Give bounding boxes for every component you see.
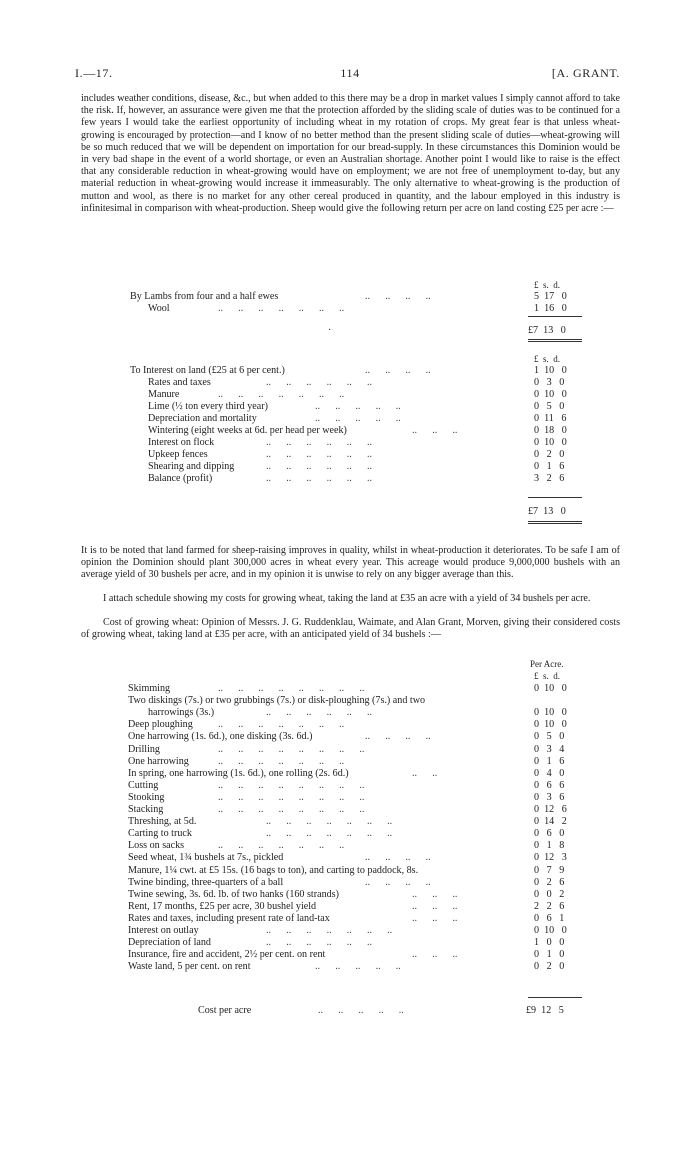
row-label: Interest on flock: [148, 437, 215, 448]
row-label: Rates and taxes, including present rate of land-tax: [128, 912, 330, 924]
total-amount: £7 13 0: [528, 506, 566, 517]
page-reference: I.—17.: [75, 66, 113, 80]
table-row: [0, 461, 700, 473]
total-row: [0, 506, 700, 518]
leader-dots: .. .. ..: [412, 900, 458, 912]
leader-dots: .. .. .. .. .. .. ..: [218, 755, 345, 767]
row-label: Loss on sacks: [128, 840, 185, 852]
row-label: Waste land, 5 per cent. on rent: [128, 961, 251, 973]
total-row: [0, 1005, 700, 1017]
row-label: Two diskings (7s.) or two grubbings (7s.) or disk-ploughing (7s.) and two: [128, 695, 426, 707]
table-row: [0, 840, 700, 852]
row-amount: 0 7 9: [534, 864, 565, 876]
table-row: [0, 389, 700, 401]
table-row: [0, 473, 700, 485]
divider: [528, 497, 582, 498]
leader-dots: .. .. ..: [412, 949, 458, 961]
row-label: Lime (½ ton every third year): [148, 401, 268, 412]
column-header: £ s. d.: [534, 671, 561, 681]
table-row: [0, 852, 700, 864]
leader-dots: .. .. ..: [412, 888, 458, 900]
table-row: [0, 303, 700, 315]
row-amount: 0 3 4: [534, 743, 565, 755]
row-label: Rent, 17 months, £25 per acre, 30 bushel yield: [128, 900, 317, 912]
row-amount: 0 1 6: [534, 755, 565, 767]
author-heading: [A. GRANT.: [551, 66, 620, 80]
table-row: [0, 913, 700, 925]
total-label: Cost per acre: [198, 1005, 252, 1016]
table-row: [0, 377, 700, 389]
divider: [528, 997, 582, 998]
table-row: [0, 744, 700, 756]
leader-dots: .. .. .. .. .. .. .. ..: [218, 683, 365, 694]
table-row: [0, 768, 700, 780]
table-row: [0, 365, 700, 377]
row-amount: 0 2 6: [534, 876, 565, 888]
leader-dots: .. .. .. .. .. ..: [266, 377, 372, 388]
row-amount: 0 2 0: [534, 449, 565, 460]
leader-dots: .. .. .. .. .. ..: [266, 449, 372, 460]
row-amount: 0 1 0: [534, 949, 565, 961]
table-row: [0, 901, 700, 913]
row-label: One harrowing (1s. 6d.), one disking (3s. 6d.): [128, 731, 313, 743]
row-label: Shearing and dipping: [148, 461, 235, 472]
row-label: To Interest on land (£25 at 6 per cent.): [130, 365, 285, 376]
leader-dots: .. .. ..: [412, 425, 458, 436]
row-amount: 0 14 2: [534, 816, 567, 828]
row-label: By Lambs from four and a half ewes: [130, 291, 279, 302]
row-amount: 5 17 0: [534, 291, 567, 302]
table-row: [0, 889, 700, 901]
sheep-vs-wheat-paragraph: It is to be noted that land farmed for sheep-raising improves in quality, whilst in wheat-production it deteriorates. To be safe I am of opinion the Dominion should plant 300,000 acres in wheat every year. This acreage would produce 9,000,000 bushels with an average yield of 30 bushels per acre, and in my opinion it is unwise to rely on any bigger average than this.: [81, 545, 620, 581]
table-row: [0, 792, 700, 804]
row-label: Deep ploughing: [128, 719, 193, 731]
row-label: harrowings (3s.): [148, 707, 215, 719]
row-amount: 0 5 0: [534, 731, 565, 743]
row-label: Manure: [148, 389, 180, 400]
row-amount: 0 18 0: [534, 425, 567, 436]
leader-dots: .. .. .. .. ..: [315, 413, 401, 424]
leader-dots: .. .. .. .. .. .. .. ..: [218, 743, 365, 755]
table-row: [0, 816, 700, 828]
table-row: [0, 437, 700, 449]
row-amount: 0 11 6: [534, 413, 567, 424]
row-amount: 3 2 6: [534, 473, 565, 484]
leader-dots: .. .. .. .. .. .. ..: [218, 389, 345, 400]
divider: [528, 521, 582, 522]
row-amount: 0 6 6: [534, 779, 565, 791]
table-row: [0, 449, 700, 461]
row-amount: 0 2 0: [534, 961, 565, 973]
table-row: [0, 949, 700, 961]
bullet-mark: ·: [328, 325, 332, 336]
row-amount: 0 10 0: [534, 683, 567, 694]
row-label: One harrowing: [128, 755, 189, 767]
row-amount: 0 12 3: [534, 852, 567, 864]
row-label: In spring, one harrowing (1s. 6d.), one rolling (2s. 6d.): [128, 767, 349, 779]
row-amount: 0 3 6: [534, 791, 565, 803]
cost-opinion-paragraph: Cost of growing wheat: Opinion of Messrs. J. G. Ruddenklau, Waimate, and Alan Grant, Morven, giving their considered costs of growing wheat, taking land at £35 per acre, with an anticipated yield of 34 bushels :—: [81, 617, 620, 641]
table-row: [0, 731, 700, 743]
row-amount: 1 16 0: [534, 303, 567, 314]
leader-dots: .. .. .. .. .. ..: [266, 437, 372, 448]
column-header: £ s. d.: [534, 280, 561, 290]
row-label: Cutting: [128, 779, 159, 791]
row-label: Twine sewing, 3s. 6d. lb. of two hanks (160 strands): [128, 888, 339, 900]
table-row: [0, 683, 700, 695]
row-amount: 0 10 0: [534, 437, 567, 448]
row-label: Depreciation of land: [128, 937, 211, 949]
row-label: Threshing, at 5d.: [128, 816, 197, 828]
total-amount: £7 13 0: [528, 325, 566, 336]
row-amount: 0 6 0: [534, 828, 565, 840]
leader-dots: .. .. .. .. .. ..: [266, 937, 372, 949]
row-label: Insurance, fire and accident, 2½ per cent. on rent: [128, 949, 326, 961]
table-row: [0, 961, 700, 973]
leader-dots: .. .. .. ..: [365, 852, 431, 864]
leader-dots: .. .. .. .. .. ..: [266, 473, 372, 484]
leader-dots: .. .. .. ..: [365, 291, 431, 302]
schedule-paragraph: I attach schedule showing my costs for growing wheat, taking the land at £35 an acre with a yield of 34 bushels per acre.: [103, 593, 591, 604]
row-amount: 1 10 0: [534, 365, 567, 376]
divider: [528, 339, 582, 340]
divider: [528, 341, 582, 342]
row-label: Skimming: [128, 683, 171, 694]
row-amount: 0 12 6: [534, 804, 567, 815]
divider: [528, 316, 582, 317]
row-label: Upkeep fences: [148, 449, 208, 460]
table-row: [0, 425, 700, 437]
total-row: [0, 325, 700, 337]
table-row: [0, 291, 700, 303]
table-row: [0, 413, 700, 425]
row-label: Balance (profit): [148, 473, 213, 484]
leader-dots: .. .. ..: [412, 912, 458, 924]
table-row: [0, 865, 700, 877]
row-amount: 0 10 0: [534, 925, 567, 936]
total-amount: £9 12 5: [526, 1005, 564, 1016]
intro-paragraph: includes weather conditions, disease, &c., but when added to this there may be a drop in market values I simply cannot afford to take the risk. If, however, an assurance were given me that the protection afforded by the sliding scale of duties was to be continued for a few years I would take the earliest opportunity of including wheat in my rotation of crops. My great fear is that unless wheat-growing is encouraged by protection—and I know of no better method than the present sliding scale of duties—wheat-growing will be so much reduced that we will be dependent on importation for our bread-supply. In these circumstances this Dominion would be in very bad shape in the event of a world shortage, or even an Australian shortage. Another point I would like to raise is the effect that any considerable reduction in wheat-growing would have on employment; we are not free of unemployment to-day, but any material reduction in wheat-growing would increase it immeasurably. The only alternative to wheat-growing is the production of mutton and wool, as there is no market for any other cereal produced in quantity, and the labour employed in this industry is infinitesimal in comparison with wheat-production. Sheep would give the following return per acre on land costing £25 per acre :—: [81, 93, 620, 214]
row-label: Stacking: [128, 804, 164, 815]
leader-dots: .. .. .. .. .. .. ..: [218, 719, 345, 731]
leader-dots: .. .. .. ..: [365, 731, 431, 743]
leader-dots: .. .. .. .. ..: [315, 961, 401, 973]
leader-dots: .. .. .. ..: [365, 365, 431, 376]
row-label: Seed wheat, 1¾ bushels at 7s., pickled: [128, 852, 284, 864]
divider: [528, 523, 582, 524]
table-row: [0, 828, 700, 840]
leader-dots: .. .. .. .. .. .. ..: [266, 925, 393, 936]
table-row: [0, 937, 700, 949]
row-amount: 0 5 0: [534, 401, 565, 412]
row-amount: 0 3 0: [534, 377, 565, 388]
row-amount: 0 1 8: [534, 840, 565, 852]
row-label: Interest on outlay: [128, 925, 199, 936]
table-row: [0, 877, 700, 889]
row-amount: 0 4 0: [534, 767, 565, 779]
leader-dots: .. .. .. ..: [365, 876, 431, 888]
row-amount: 0 10 0: [534, 719, 567, 731]
table-row: [0, 695, 700, 707]
table-row: [0, 925, 700, 937]
leader-dots: .. .. .. .. .. .. .. ..: [218, 779, 365, 791]
row-label: Wintering (eight weeks at 6d. per head per week): [148, 425, 347, 436]
row-amount: 2 2 6: [534, 900, 565, 912]
row-amount: 0 6 1: [534, 912, 565, 924]
table-row: [0, 707, 700, 719]
table-row: [0, 756, 700, 768]
row-amount: 0 10 0: [534, 389, 567, 400]
leader-dots: .. .. .. .. .. .. ..: [266, 816, 393, 828]
page-number: 114: [340, 66, 360, 80]
row-label: Twine binding, three-quarters of a ball: [128, 876, 284, 888]
leader-dots: .. .. .. .. .. ..: [266, 707, 372, 719]
row-label: Wool: [148, 303, 170, 314]
row-amount: 0 0 2: [534, 888, 565, 900]
row-amount: 0 10 0: [534, 707, 567, 719]
column-header: £ s. d.: [534, 354, 561, 364]
leader-dots: .. .. .. .. ..: [315, 401, 401, 412]
table-row: [0, 719, 700, 731]
leader-dots: .. .. .. .. .. .. .. ..: [218, 804, 365, 815]
table-row: [0, 401, 700, 413]
row-label: Manure, 1¼ cwt. at £5 15s. (16 bags to ton), and carting to paddock, 8s.: [128, 864, 419, 876]
row-label: Depreciation and mortality: [148, 413, 257, 424]
leader-dots: .. ..: [412, 767, 438, 779]
leader-dots: .. .. .. .. .. .. .. ..: [218, 791, 365, 803]
row-label: Stooking: [128, 791, 165, 803]
row-label: Rates and taxes: [148, 377, 211, 388]
leader-dots: .. .. .. .. .. .. ..: [266, 828, 393, 840]
row-label: Carting to truck: [128, 828, 192, 840]
leader-dots: .. .. .. .. .. .. ..: [218, 303, 345, 314]
row-amount: 1 0 0: [534, 937, 565, 949]
table-row: [0, 780, 700, 792]
leader-dots: .. .. .. .. ..: [318, 1005, 404, 1016]
leader-dots: .. .. .. .. .. ..: [266, 461, 372, 472]
table-row: [0, 804, 700, 816]
row-label: Drilling: [128, 743, 160, 755]
column-header: Per Acre.: [530, 659, 564, 669]
leader-dots: .. .. .. .. .. .. ..: [218, 840, 345, 852]
row-amount: 0 1 6: [534, 461, 565, 472]
